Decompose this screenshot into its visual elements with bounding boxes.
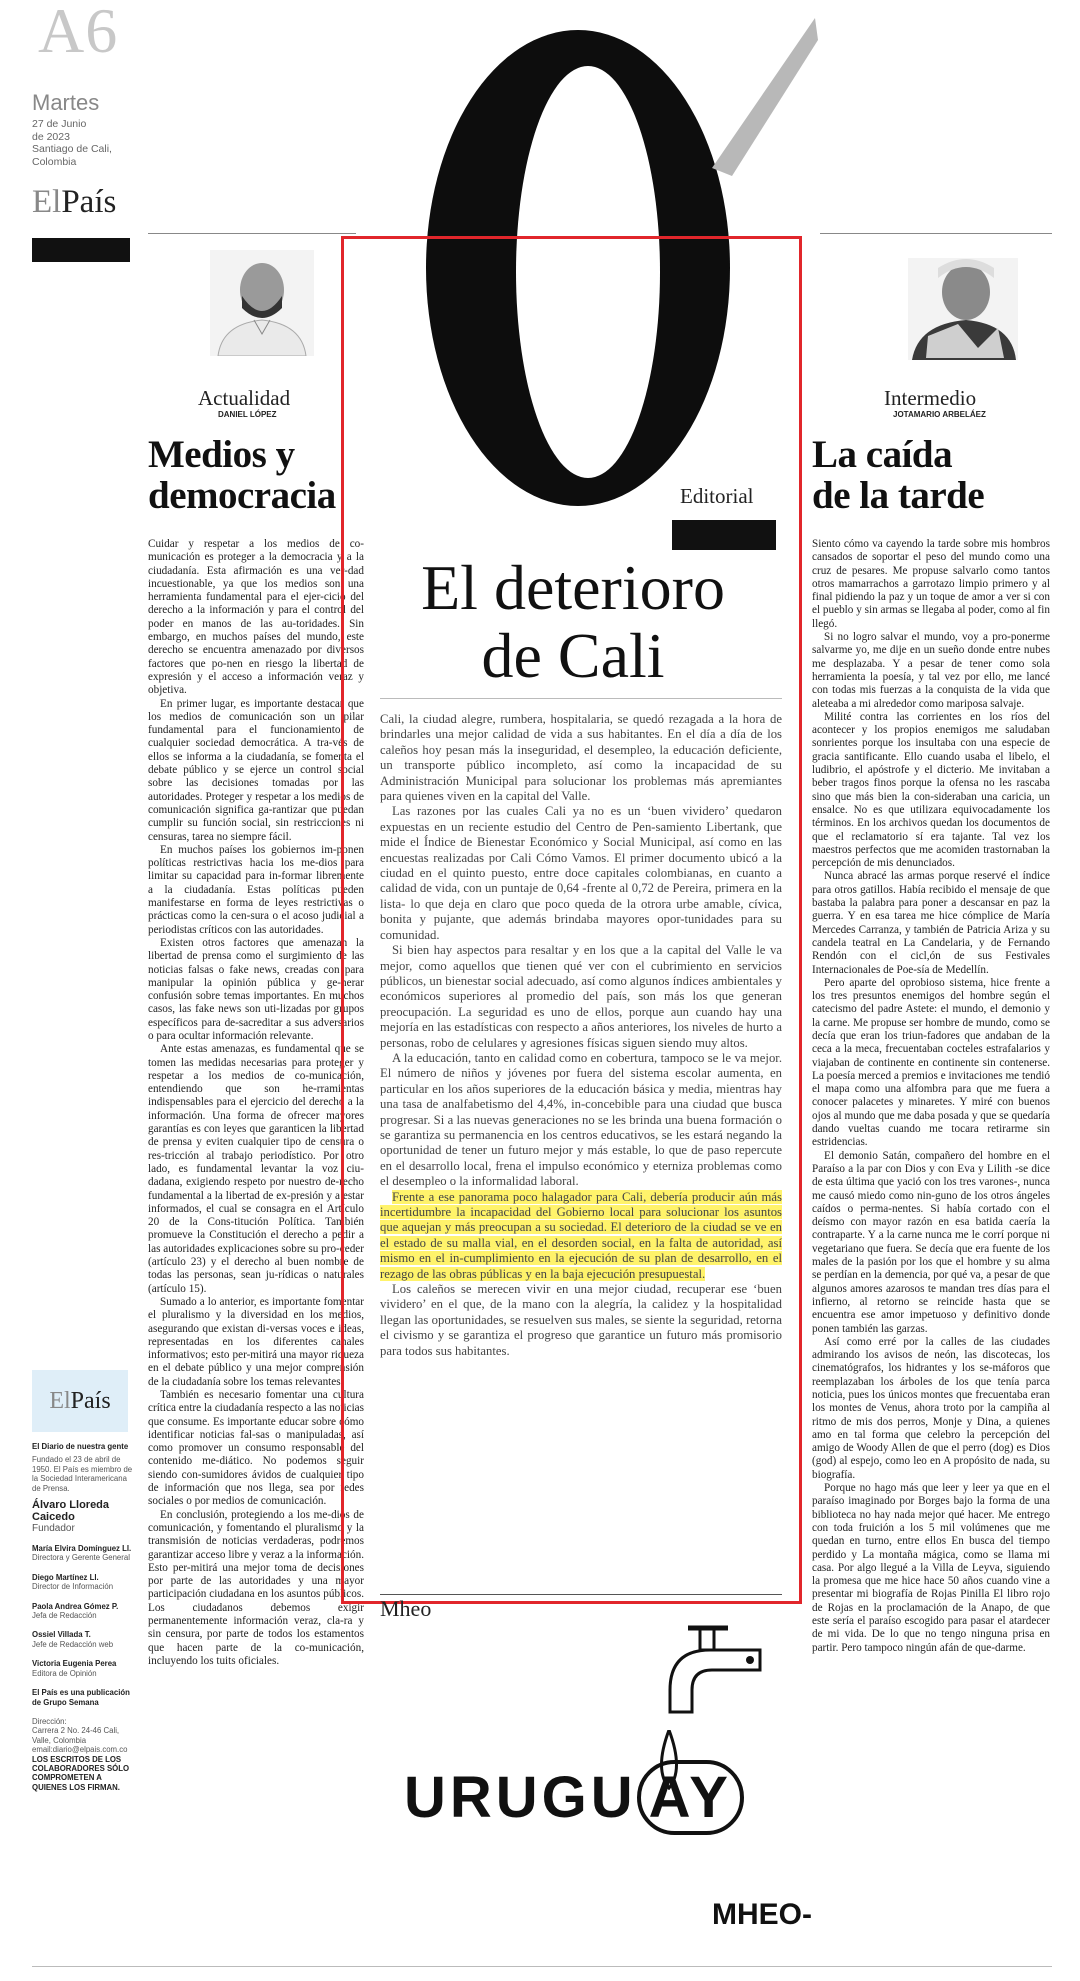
staff-email[interactable]: email:diario@elpais.com.co [32, 1745, 128, 1755]
paragraph: A la educación, tanto en calidad como en cobertura, tampoco se le va mejor. El número de niños y jóvenes por fuera del sistema escolar aumenta, en particular en los años superiores de la educación básica y media, mientras hay una tasa de analfabetismo del 4,4%, in-concebible para una ciudad que busca progresar. Si a las nuevas generaciones no se les brinda una buena formación o se garantiza su permanencia en los centros educativos, se les estará negando la oportunidad de tener un futuro mejor y más estable, lo que de paso repercute en el desarrollo local, frena el impulso económico y eterniza problemas como el desempleo o la informalidad laboral. [380, 1050, 782, 1189]
paragraph: Nunca abracé las armas porque reservé el índice para otros gatillos. Había recibido el mensaje de que bastaba la palabra para poner a descansar en paz la guerra. Y en esa tarea me hice cómplice de María Mercedes Carranza, y también de Patricia Ariza y su candela teatral en La Candelaria, y de Fernando Rendón con el cicl,ón de sus Festivales Internacionales de Poe-sía de Medellín. [812, 870, 1050, 976]
staff-member [32, 1573, 134, 1592]
redacted-bar [32, 238, 130, 262]
paragraph: Cali, la ciudad alegre, rumbera, hospitalaria, se quedó rezagada a la hora de brindarles una mejor calidad de vida a sus habitantes. En el día a día de los caleños hoy pesan más la inseguridad, el desempleo, la educación deficiente, un transporte público incompleto, así como la incapacidad de su Administración Municipal para solucionar los problemas más apremiantes para quienes viven en la capital del Valle. [380, 712, 782, 804]
top-rule-left [148, 233, 356, 234]
section-code: A6 [38, 0, 119, 66]
paragraph: Si no logro salvar el mundo, voy a pro-ponerme salvarme yo, me dije en un sueño donde entre nubes me desplazaba. Y a pesar de tener como sola herramienta la poesía, y tal vez por ello, me lancé con todas mis fuerzas a la conquista de la vida que aleteaba a mi alrededor como mariposa salvaje. [812, 631, 1050, 710]
staff-member [32, 1630, 134, 1649]
left-article-body [148, 538, 364, 1958]
editorial-label: Editorial [680, 484, 754, 508]
cartoon-word: URUGU [404, 1765, 637, 1830]
section-intermedio: Intermedio [884, 386, 977, 410]
paragraph [380, 1190, 782, 1282]
staff-member-role: Jefa de Redacción [32, 1611, 97, 1621]
editorial-rule [380, 698, 782, 699]
paragraph: Siento cómo va cayendo la tarde sobre mis hombros cansados de soportar el peso del mundo como una cruz de pesares. Me propuse salvarlo como tantos otros mamarrachos a garrotazo limpio primero y al final pidiendo la paz y un toque de amor a ver si con el pueblo y sin armas se llegaba al poder, como al fin llegó. [812, 538, 1050, 630]
staff-member-role: Jefe de Redacción web [32, 1639, 114, 1649]
top-rule-right [820, 233, 1052, 234]
staff-member-name: María Elvira Domínguez Ll. [32, 1544, 132, 1554]
staff-founder-name: Álvaro Lloreda Caicedo [32, 1499, 110, 1524]
logo-el: El [49, 1387, 71, 1414]
title-line: de Cali [481, 620, 665, 691]
paragraph: Porque no hago más que leer y leer ya que en el paraíso imaginado por Borges bajo la forma de una biblioteca no hay nada mejor qué hacer. Me entrego con toda fruición a los 5 mil volúmenes que me quedan en turno, entre ellos En busca del tiempo perdido y La montaña mágica, como se llama mi casa. Por algo llegué a la Villa de Leyva, siguiendo la promesa que me hice hace 50 años cuando vine a presentar mi biografía de Rojas Pinilla El libro rojo de Rojas en la proclamación de la Anapo, de que este sería el paraíso escogido para pasar el atardecer de mi vida. De lo que no tengo ninguna prisa en partir. Pero tampoco ningún afán de que-darme. [812, 1482, 1050, 1654]
staff-disclaimer: LOS ESCRITOS DE LOS COLABORADORES SÓLO COMPROMETEN A QUIENES LOS FIRMAN. [32, 1754, 130, 1792]
right-article-body [812, 538, 1050, 1962]
date-line: 27 de Junio [32, 118, 87, 130]
paragraph: Existen otros factores que amenazan la libertad de prensa como el surgimiento de las noticias falsas o fake news, creadas con para manipular la opinión pública y ge-nerar confusión sobre temas importantes. En muchos casos, las fake news son uti-lizadas por grupos específicos para de-sacreditar a sus adversarios o para ocultar información relevante. [148, 936, 364, 1042]
logo-el: El [32, 184, 62, 220]
staff-founding: Fundado el 23 de abril de 1950. El País es miembro de la Sociedad Interamericana de Prensa. [32, 1455, 133, 1493]
logo-pais: País [70, 1387, 111, 1414]
faucet-cartoon-icon [640, 1620, 780, 1730]
title-line: democracia [148, 474, 336, 517]
staff-member [32, 1659, 134, 1678]
paragraph: En conclusión, protegiendo a los me-dios de comunicación, y fomentando el pluralismo y la transmisión de noticias verdaderas, podremos garantizar acceso libre y veraz a la información. Esto per-mitirá una mejor toma de decisiones por parte de las autoridades y una mayor participación ciudadana en los asuntos públicos. Los ciudadanos debemos exigir permanentemente información veraz, cla-ra y sin censura, por parte de todos los estamentos que hacen parte de la co-municación, incluyendo los tuits oficiales. [148, 1508, 364, 1667]
cartoon-word-ay: AY [637, 1760, 744, 1835]
cartoon-rule [380, 1594, 782, 1595]
staff-member-name: Ossiel Villada T. [32, 1630, 91, 1640]
staff-member-role: Director de Información [32, 1582, 114, 1592]
staff-address: Carrera 2 No. 24-46 Cali, Valle, Colombia [32, 1726, 120, 1745]
date-block [32, 118, 112, 168]
paragraph: Los caleños se merecen vivir en una mejor ciudad, recuperar ese ‘buen vividero’ en el que, de la mano con la alegría, la calidez y la hospitalidad llegan las oportunidades, se resuelven sus males, se siente la seguridad, retorna el civismo y se garantiza el progreso que garantice un futuro más promisorio para todos sus habitantes. [380, 1282, 782, 1358]
staff-address-label: Dirección: [32, 1716, 67, 1726]
staff-logo-box [32, 1370, 128, 1432]
title-line: Medios y [148, 433, 295, 476]
staff-logo [49, 1388, 110, 1415]
author-photo-jotamario [908, 258, 1018, 360]
redacted-bar [672, 520, 776, 550]
title-line: de la tarde [812, 474, 985, 517]
section-actualidad: Actualidad [198, 386, 291, 410]
weekday: Martes [32, 90, 100, 115]
right-article-title [812, 434, 984, 516]
logo-pais: País [61, 184, 117, 220]
date-line: Colombia [32, 155, 77, 168]
paragraph: Sumado a lo anterior, es importante fomentar el pluralismo y la diversidad en los medios, asegurando que existan di-versas voces e ideas, representadas en los diferentes canales informativos; esto per-mitirá una mayor riqueza en el debate público y una mejor comprensión de la ciudadanía sobre los temas relevantes. [148, 1295, 364, 1388]
staff-member [32, 1544, 134, 1563]
paragraph: Si bien hay aspectos para resaltar y en los que a la capital del Valle le va mejor, como aquellos que tienen qué ver con el cubrimiento en servicios públicos, un bienestar social adecuado, así como algunos índices ambientales y económicos superiores al promedio del país, son más los que generan preocupación. La seguridad es uno de ellos, porque aun cuando hay una mejoría en las estadísticas con respecto a años anteriores, los niveles de hurto a personas, robo de celulares y agresiones físicas siguen siendo muy altos. [380, 943, 782, 1050]
cartoon-text [404, 1760, 744, 1835]
paragraph: Cuidar y respetar a los medios de co-municación es proteger a la democracia y a la ciudadanía. Esta afirmación es una ver-dad incuestionable, ya que los medios son una herramienta fundamental para el ejer-cicio del derecho a la información y para el control del poder en manos de las au-toridades. Sin embargo, en muchos países del mundo, este derecho se encuentra amenazado por diversos factores que po-nen en riesgo la libertad de expresión y el acceso a información veraz y objetiva. [148, 538, 364, 697]
editorial-body [380, 712, 782, 1588]
staff-member [32, 1602, 134, 1621]
left-article-title [148, 434, 336, 516]
highlighted-text: Frente a ese panorama poco halagador para Cali, debería producir aún más incertidumbre la incapacidad del Gobierno local para solucionar los asuntos que aquejan y más preocupan a su sociedad. El deterioro de la ciudad se ve en el estado de su malla vial, en el desorden social, en la falta de autoridad, así mismo en el in-cumplimiento en la ejecución de su plan de desarrollo, en el rezago de las obras públicas y en la baja ejecución presupuestal. [380, 1189, 782, 1281]
paragraph: En muchos países los gobiernos im-ponen políticas restrictivas hacia los me-dios para limitar su capacidad para in-formar libremente a la ciudadanía. Estas políticas pueden manifestarse en forma de leyes restrictivas o prácticas como la cen-sura o el acoso judicial a periodistas críticos con las autoridades. [148, 843, 364, 936]
paragraph: En primer lugar, es importante destacar que los medios de comunicación son un pilar fundamental para el funcionamiento de cualquier sociedad democrática. A tra-vés de ellos se informa a la ciudadanía, se fomenta el debate público y se ejerce un control social sobre las decisiones tomadas por las autoridades. Proteger y respetar a los medios de comunicación significa ga-rantizar que puedan cumplir su función social, sin restricciones ni censuras, tarea no siempre fácil. [148, 697, 364, 843]
title-line: La caída [812, 433, 953, 476]
paragraph: Pero aparte del oprobioso sistema, hice frente a los tres presuntos enemigos del hombre según el catecismo del padre Astete: el mundo, el demonio y la carne. Me propuse ser hombre de mundo, como se decía que eran los triun-fadores que andaban de la ceca a la meca, frecuentaban cocteles estrafalarios y viajaban de continente en continente sin contenerse. La poesía merced a premios e invitaciones me tendió el mapa como una alfombra para que me fuera a conocer palacetes y minaretes. Y miré con buenos ojos al mundo que me daba posada y que se quedaría dando vueltas cuando me tocara retirarme sin estridencias. [812, 976, 1050, 1149]
author-jotamario: JOTAMARIO ARBELÁEZ [893, 410, 986, 419]
staff-member-name: Paola Andrea Gómez P. [32, 1601, 119, 1611]
paragraph: Las razones por las cuales Cali ya no es un ‘buen vividero’ quedaron expuestas en un reciente estudio del Centro de Pen-samiento Libertank, que mide el Índice de Bienestar Económico y Social Municipal, así como en las encuestas realizadas por Cali Cómo Vamos. El primer documento ubicó a la ciudad en el quinto puesto, entre doce capitales colombianas, en cuanto a calidad de vida, con un puntaje de 0,64 -frente al 0,72 de Pereira, primera en la lista- lo que deja en claro que poco queda de la otrora urbe amable, cívica, bonita y pujante, que además brindaba mayores opor-tunidades para su comunidad. [380, 804, 782, 942]
paragraph: El demonio Satán, compañero del hombre en el Paraíso a la par con Dios y con Eva y Lilith -se dice de esta última que yació con los tres varones-, nunca me causó miedo como nin-guno de los otros ángeles caídos o perma-nentes. Si había cortado con el deísmo con mayor razón en esa batida caería la contraparte. Y a la carne nunca me le corrí porque ni vegetariano que fuera. Se decía que era fuente de los males de la pasión por los que el hombre y su alma se perdían en la demencia, por qué va, a pesar de que algunos amores azarosos te mandan tres días para el infierno, al retorno se reincide hasta que se encuentra ese amor impetuoso y definitivo donde ponen también las garzas. [812, 1149, 1050, 1335]
date-line: Santiago de Cali, [32, 143, 112, 155]
staff-box [32, 1442, 134, 1792]
title-line: El deterioro [421, 552, 725, 623]
author-daniel-lopez: DANIEL LÓPEZ [218, 410, 277, 419]
staff-member-role: Editora de Opinión [32, 1668, 97, 1678]
paragraph: Milité contra las corrientes en los ríos del acontecer y los propios enemigos me saludaban sonrientes porque los insultaba con una especie de gracia santificante. Ello cuando usaba el libelo, el ludibrio, el apóstrofe y el dicterio. Me invitaban a beber tragos finos porque la ofensa no les rascaba sino que más bien la con-sideraban una caricia, un ensalce. No es que utilizara equivocadamente los términos. En los archivos quedan los documentos de que el reclamatorio sí era tajante. Tal vez los maestros perfectos que me acomiden trastornaban la percepción de mis denunciados. [812, 710, 1050, 870]
staff-member-role: Directora y Gerente General [32, 1553, 130, 1563]
paragraph: Así como erré por la calles de las ciudades admirando los avisos de neón, las discotecas, los cinematógrafos, los hidrantes y los se-máforos que reemplazaban los árboles de los que tenía parca noticia, pues los únicos montes que frecuentaba eran los montes de Venus, ahora troto por la campiña al ritmo de mis dos perros, Monje y Dina, a quienes amo en tal forma que celebro la percepción del amigo de Woody Allen de que el perro (dog) es Dios (god) al espejo, como leo en A propósito de nada, su biografía. [812, 1335, 1050, 1481]
cartoon-signature: MHEO- [712, 1898, 812, 1931]
author-photo-daniel-lopez [210, 250, 314, 356]
bottom-rule [32, 1966, 1052, 1967]
cartoon-label: Mheo [380, 1596, 432, 1621]
date-line: de 2023 [32, 130, 70, 143]
editorial-title [378, 554, 768, 690]
staff-member-name: Victoria Eugenia Perea [32, 1659, 117, 1669]
staff-founder-role: Fundador [32, 1523, 75, 1535]
staff-publication: El País es una publicación de Grupo Semana [32, 1688, 130, 1707]
staff-tagline: El Diario de nuestra gente [32, 1442, 129, 1451]
elpais-logo [32, 184, 116, 221]
staff-member-name: Diego Martínez Ll. [32, 1572, 99, 1582]
paragraph: También es necesario fomentar una cultura crítica entre la ciudadanía respecto a las noticias que consume. Es importante educar sobre cómo identificar noticias fal-sas o manipuladas, así como promover un consumo responsable del contenido me-diático. No podemos seguir siendo con-sumidores ávidos de cualquier tipo de información que nos llega, sea por redes sociales o por medios de comunicación. [148, 1389, 364, 1508]
paragraph: Ante estas amenazas, es fundamental que se tomen las medidas necesarias para proteger y respetar a los medios de co-municación, entendiendo que son he-rramientas indispensables para el ejercicio del derecho a la información. Una forma de ofrecer mayores garantías es con leyes que garanticen la libertad de prensa y eviten cualquier tipo de censura o res-tricción al trabajo periodístico. Por otro lado, es fundamental levantar la voz ciu-dadana, exigiendo respeto por nuestro de-recho fundamental a la libertad de ex-presión y a estar informados, el cual se consagra en el Artículo 20 de la Cons-titución Política. También promueve la Constitución el derecho a pedir a las autoridades explicaciones sobre su pro-ceder (artículo 23) y el derecho al buen nombre de todas las personas, sean ju-rídicas o naturales (artículo 15). [148, 1043, 364, 1295]
